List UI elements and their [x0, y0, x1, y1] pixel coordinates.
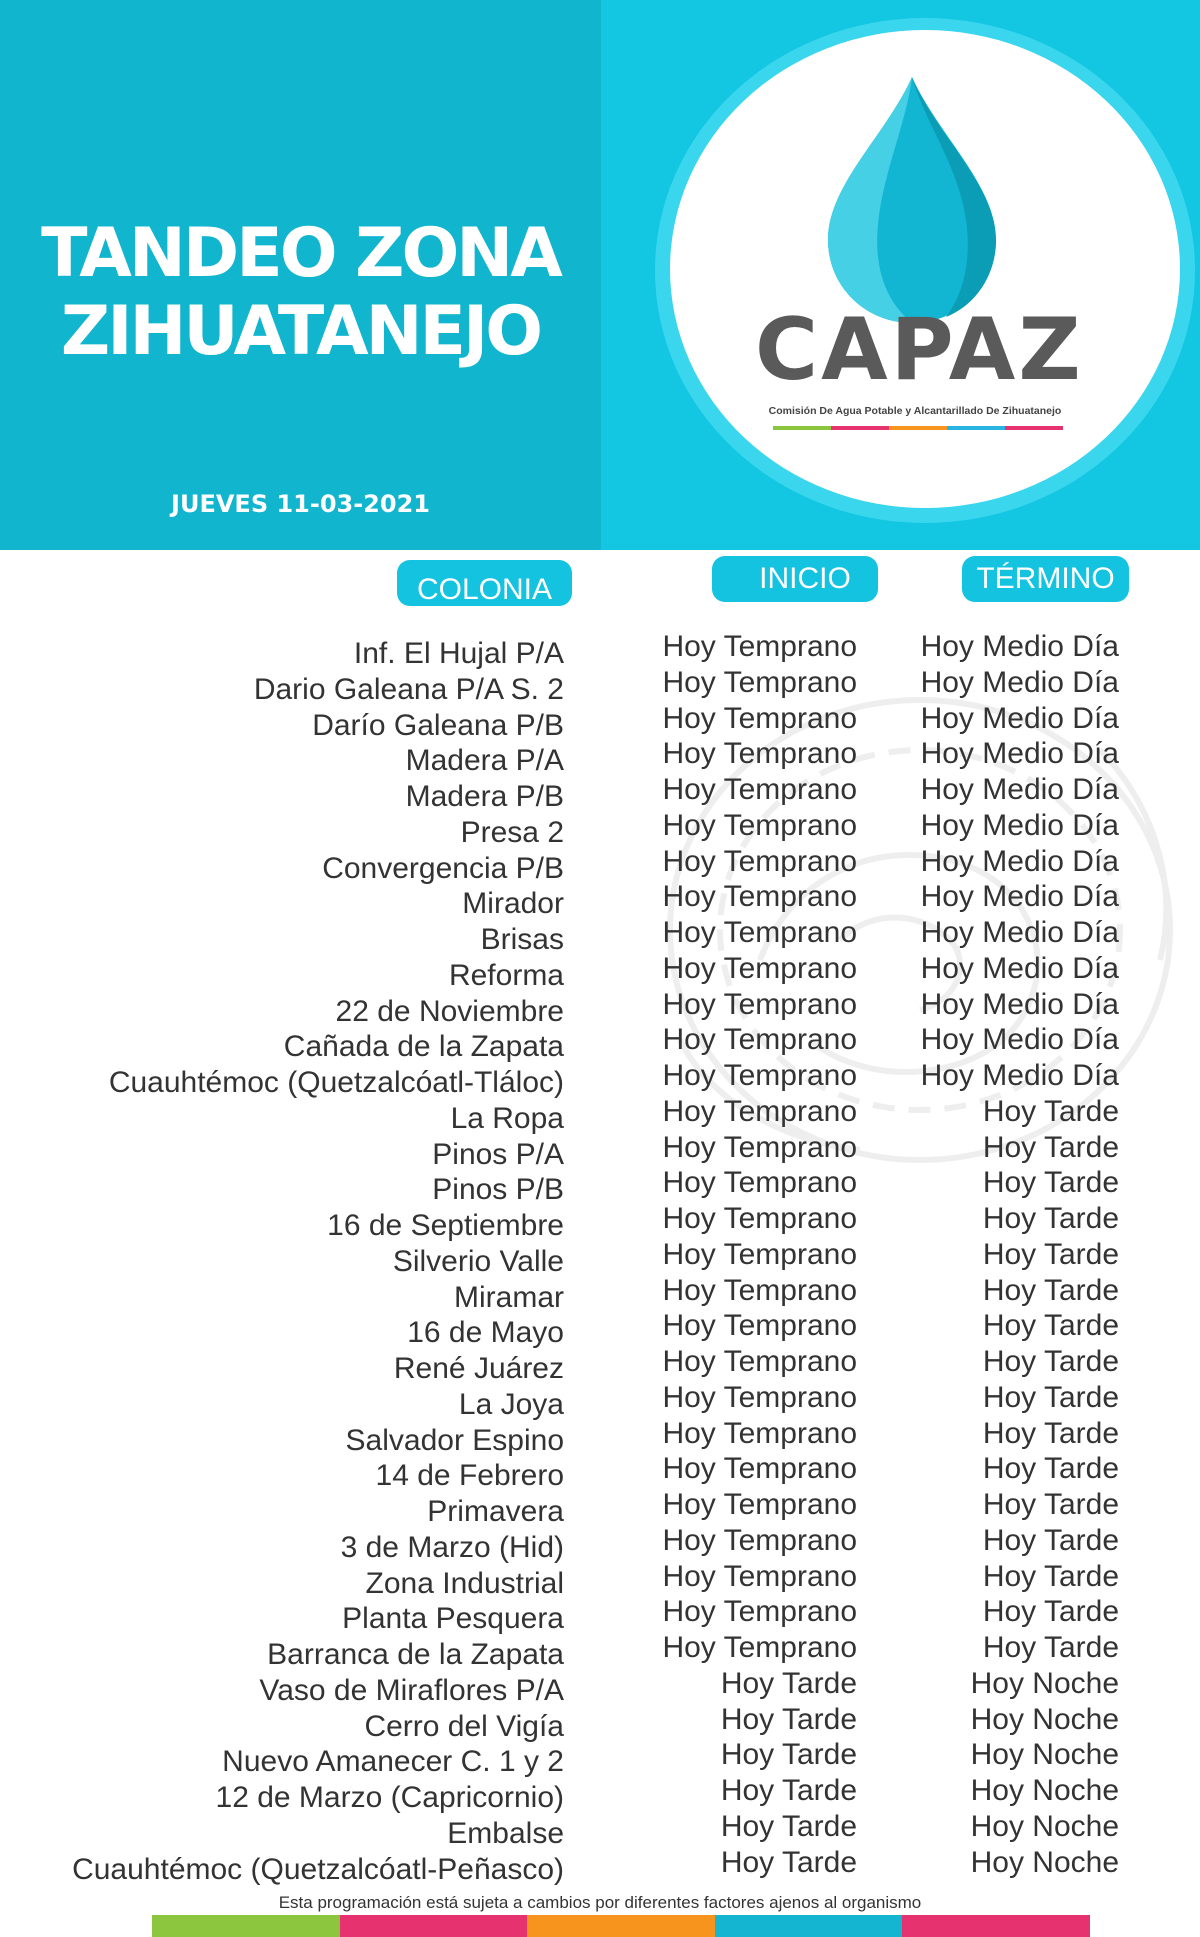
colonia-cell: 16 de Mayo — [407, 1316, 564, 1350]
inicio-cell: Hoy Temprano — [662, 1166, 857, 1200]
column-header-termino: TÉRMINO — [962, 556, 1129, 602]
inicio-cell: Hoy Temprano — [662, 1202, 857, 1235]
colonia-cell: Barranca de la Zapata — [267, 1638, 564, 1671]
colonia-cell: Brisas — [480, 923, 564, 956]
inicio-cell: Hoy Temprano — [662, 916, 857, 949]
colonia-cell: Cuauhtémoc (Quetzalcóatl-Tláloc) — [108, 1066, 564, 1099]
inicio-cell: Hoy Temprano — [662, 665, 857, 699]
footer-bar-segment — [340, 1915, 528, 1937]
table-row — [0, 1416, 1200, 1457]
colonia-cell: Mirador — [462, 887, 564, 921]
page-title — [0, 215, 601, 371]
table-row — [0, 775, 1200, 811]
termino-cell: Hoy Medio Día — [920, 880, 1119, 914]
brand-bar-segment — [831, 426, 889, 430]
table-row — [0, 1776, 1200, 1812]
termino-cell: Hoy Tarde — [982, 1488, 1119, 1521]
inicio-cell: Hoy Temprano — [662, 1023, 857, 1057]
water-drop-icon — [826, 75, 998, 325]
title-line-1: TANDEO ZONA — [41, 214, 560, 293]
termino-cell: Hoy Medio Día — [920, 773, 1119, 806]
schedule-date: JUEVES 11-03-2021 — [171, 490, 430, 518]
colonia-cell: Cañada de la Zapata — [283, 1030, 564, 1064]
footer-bar-segment — [902, 1915, 1090, 1937]
brand-logo-text: CAPAZ — [755, 300, 1084, 400]
inicio-cell: Hoy Temprano — [662, 1416, 857, 1450]
inicio-cell: Hoy Tarde — [720, 1702, 857, 1736]
inicio-cell: Hoy Temprano — [662, 1237, 857, 1271]
table-row — [0, 918, 1200, 954]
inicio-cell: Hoy Tarde — [720, 1845, 857, 1879]
schedule-table — [0, 630, 1200, 1886]
inicio-cell: Hoy Temprano — [662, 1595, 857, 1629]
inicio-cell: Hoy Temprano — [662, 808, 857, 842]
table-row — [0, 1845, 1200, 1886]
termino-cell: Hoy Tarde — [982, 1094, 1119, 1128]
colonia-cell: Cerro del Vigía — [364, 1709, 564, 1743]
table-row — [0, 1204, 1200, 1240]
table-row — [0, 1023, 1200, 1064]
colonia-cell: Zona Industrial — [365, 1566, 564, 1600]
termino-cell: Hoy Tarde — [982, 1452, 1119, 1486]
colonia-cell: La Joya — [458, 1387, 564, 1421]
table-row — [0, 987, 1200, 1028]
termino-cell: Hoy Noche — [970, 1774, 1119, 1807]
termino-cell: Hoy Noche — [970, 1666, 1119, 1700]
colonia-cell: Silverio Valle — [392, 1244, 564, 1278]
column-header-colonia: COLONIA — [397, 560, 572, 606]
inicio-cell: Hoy Temprano — [662, 1452, 857, 1486]
colonia-cell: Pinos P/A — [432, 1137, 564, 1171]
colonia-cell: Nuevo Amanecer C. 1 y 2 — [222, 1745, 564, 1779]
termino-cell: Hoy Tarde — [982, 1631, 1119, 1664]
inicio-cell: Hoy Tarde — [720, 1666, 857, 1700]
colonia-cell: Inf. El Hujal P/A — [353, 637, 564, 670]
colonia-cell: Cuauhtémoc (Quetzalcóatl-Peñasco) — [72, 1852, 564, 1886]
inicio-cell: Hoy Temprano — [662, 1559, 857, 1593]
termino-cell: Hoy Medio Día — [920, 916, 1119, 949]
disclaimer-text: Esta programación está sujeta a cambios por diferentes factores ajenos al organismo — [278, 1893, 922, 1912]
table-row — [0, 1809, 1200, 1850]
colonia-cell: Miramar — [454, 1280, 564, 1314]
colonia-cell: Dario Galeana P/A S. 2 — [253, 672, 564, 706]
termino-cell: Hoy Tarde — [982, 1273, 1119, 1307]
colonia-cell: 12 de Marzo (Capricornio) — [215, 1781, 564, 1814]
inicio-cell: Hoy Tarde — [720, 1738, 857, 1772]
termino-cell: Hoy Tarde — [982, 1523, 1119, 1557]
termino-cell: Hoy Tarde — [982, 1416, 1119, 1450]
table-row — [0, 1094, 1200, 1135]
termino-cell: Hoy Medio Día — [920, 665, 1119, 699]
inicio-cell: Hoy Tarde — [720, 1809, 857, 1843]
termino-cell: Hoy Medio Día — [920, 630, 1119, 663]
colonia-cell: Madera P/A — [405, 744, 564, 778]
table-row — [0, 951, 1200, 992]
termino-cell: Hoy Medio Día — [920, 1059, 1119, 1092]
colonia-cell: Primavera — [427, 1495, 564, 1528]
table-row — [0, 1633, 1200, 1669]
inicio-cell: Hoy Temprano — [662, 844, 857, 878]
table-row — [0, 665, 1200, 706]
footer-bar-segment — [527, 1915, 715, 1937]
inicio-cell: Hoy Temprano — [662, 1345, 857, 1378]
termino-cell: Hoy Tarde — [982, 1202, 1119, 1235]
termino-cell: Hoy Tarde — [982, 1309, 1119, 1343]
termino-cell: Hoy Tarde — [982, 1237, 1119, 1271]
inicio-cell: Hoy Temprano — [662, 1094, 857, 1128]
inicio-cell: Hoy Temprano — [662, 1309, 857, 1343]
brand-color-bar — [773, 426, 1063, 430]
inicio-cell: Hoy Temprano — [662, 987, 857, 1021]
brand-subtitle: Comisión De Agua Potable y Alcantarillado De Zihuatanejo — [768, 405, 1062, 417]
termino-cell: Hoy Medio Día — [920, 1023, 1119, 1057]
table-row — [0, 1061, 1200, 1097]
table-row — [0, 1490, 1200, 1526]
table-row — [0, 1702, 1200, 1743]
table-row — [0, 737, 1200, 778]
termino-cell: Hoy Noche — [970, 1809, 1119, 1843]
header-banner — [0, 0, 1200, 550]
colonia-cell: Embalse — [447, 1816, 564, 1850]
termino-cell: Hoy Medio Día — [920, 844, 1119, 878]
colonia-cell: Madera P/B — [405, 780, 564, 813]
inicio-cell: Hoy Temprano — [662, 1380, 857, 1414]
colonia-cell: Presa 2 — [460, 815, 564, 849]
table-row — [0, 701, 1200, 742]
table-row — [0, 1237, 1200, 1278]
colonia-cell: Darío Galeana P/B — [312, 708, 564, 742]
colonia-cell: La Ropa — [450, 1101, 564, 1135]
termino-cell: Hoy Medio Día — [920, 987, 1119, 1021]
termino-cell: Hoy Noche — [970, 1845, 1119, 1879]
inicio-cell: Hoy Temprano — [662, 701, 857, 735]
colonia-cell: 16 de Septiembre — [327, 1209, 564, 1242]
termino-cell: Hoy Tarde — [982, 1345, 1119, 1378]
inicio-cell: Hoy Temprano — [662, 1488, 857, 1521]
colonia-cell: 3 de Marzo (Hid) — [340, 1530, 564, 1564]
inicio-cell: Hoy Temprano — [662, 1273, 857, 1307]
table-row — [0, 1380, 1200, 1421]
table-row — [0, 1309, 1200, 1350]
brand-bar-segment — [1005, 426, 1063, 430]
footer-color-bar — [152, 1915, 1090, 1937]
colonia-cell: Vaso de Miraflores P/A — [259, 1673, 564, 1707]
inicio-cell: Hoy Temprano — [662, 880, 857, 914]
table-row — [0, 1347, 1200, 1383]
table-row — [0, 880, 1200, 921]
colonia-cell: Reforma — [448, 958, 564, 992]
colonia-cell: 22 de Noviembre — [335, 994, 564, 1028]
title-line-2: ZIHUATANEJO — [60, 292, 541, 371]
table-row — [0, 1523, 1200, 1564]
termino-cell: Hoy Medio Día — [920, 737, 1119, 771]
colonia-cell: René Juárez — [393, 1352, 564, 1385]
inicio-cell: Hoy Temprano — [662, 951, 857, 985]
column-header-inicio: INICIO — [712, 556, 878, 602]
termino-cell: Hoy Tarde — [982, 1595, 1119, 1629]
table-row — [0, 1452, 1200, 1493]
table-row — [0, 632, 1200, 668]
colonia-cell: Convergencia P/B — [322, 851, 564, 885]
brand-bar-segment — [947, 426, 1005, 430]
table-row — [0, 1130, 1200, 1171]
inicio-cell: Hoy Tarde — [720, 1774, 857, 1807]
table-row — [0, 1166, 1200, 1207]
termino-cell: Hoy Noche — [970, 1738, 1119, 1772]
table-row — [0, 1559, 1200, 1600]
colonia-cell: Salvador Espino — [345, 1423, 564, 1457]
inicio-cell: Hoy Temprano — [662, 630, 857, 663]
termino-cell: Hoy Medio Día — [920, 808, 1119, 842]
colonia-cell: Planta Pesquera — [342, 1602, 564, 1636]
table-row — [0, 844, 1200, 885]
footer-bar-segment — [152, 1915, 340, 1937]
termino-cell: Hoy Tarde — [982, 1166, 1119, 1200]
inicio-cell: Hoy Temprano — [662, 773, 857, 806]
termino-cell: Hoy Tarde — [982, 1130, 1119, 1164]
table-row — [0, 1666, 1200, 1707]
table-row — [0, 1595, 1200, 1636]
termino-cell: Hoy Medio Día — [920, 701, 1119, 735]
inicio-cell: Hoy Temprano — [662, 1631, 857, 1664]
termino-cell: Hoy Tarde — [982, 1559, 1119, 1593]
termino-cell: Hoy Medio Día — [920, 951, 1119, 985]
table-row — [0, 808, 1200, 849]
colonia-cell: 14 de Febrero — [375, 1459, 564, 1493]
inicio-cell: Hoy Temprano — [662, 1130, 857, 1164]
colonia-cell: Pinos P/B — [432, 1173, 564, 1207]
termino-cell: Hoy Tarde — [982, 1380, 1119, 1414]
inicio-cell: Hoy Temprano — [662, 1059, 857, 1092]
table-row — [0, 1738, 1200, 1779]
table-row — [0, 1273, 1200, 1314]
brand-bar-segment — [889, 426, 947, 430]
inicio-cell: Hoy Temprano — [662, 737, 857, 771]
termino-cell: Hoy Noche — [970, 1702, 1119, 1736]
brand-bar-segment — [773, 426, 831, 430]
inicio-cell: Hoy Temprano — [662, 1523, 857, 1557]
footer-bar-segment — [715, 1915, 903, 1937]
